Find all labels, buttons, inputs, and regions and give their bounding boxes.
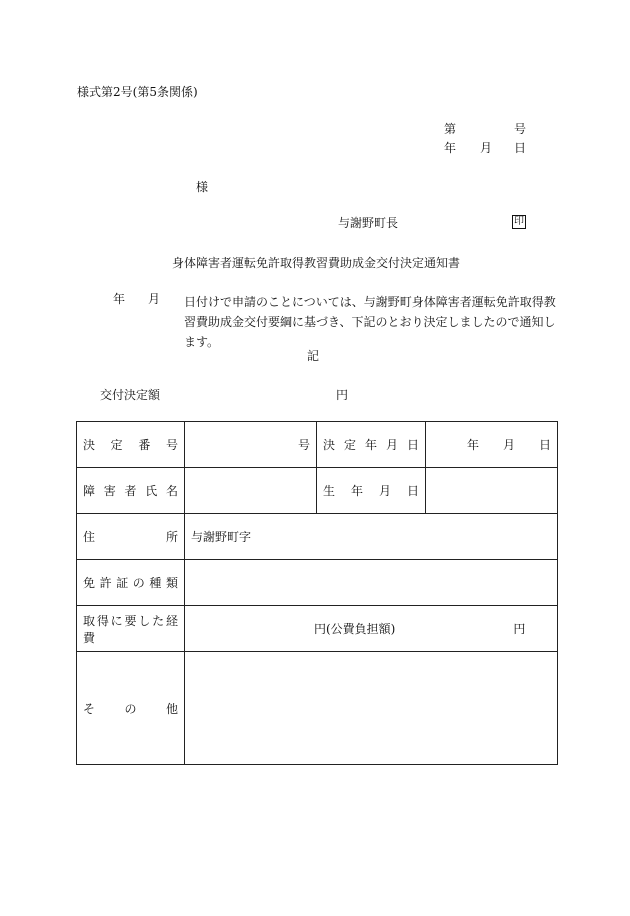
person-name-label: 障害者氏名 bbox=[77, 468, 185, 514]
document-title: 身体障害者運転免許取得教習費助成金交付決定通知書 bbox=[172, 256, 461, 270]
cost-field[interactable] bbox=[185, 606, 558, 652]
ki-marker: 記 bbox=[307, 349, 320, 363]
address-field[interactable]: 与謝野町字 bbox=[185, 514, 558, 560]
seal-stamp: 印 bbox=[514, 216, 524, 227]
body-text-line1: 日付けで申請のことについては、与謝野町身体障害者運転免許取得教習費助成金交付要綱に基づき、下記のとおり決定しましたので通知します。 bbox=[184, 295, 556, 349]
issue-date-day: 日 bbox=[514, 141, 527, 155]
decision-number-field[interactable]: 号 bbox=[185, 422, 317, 468]
other-label: その他 bbox=[77, 652, 185, 765]
body-date-year: 年 bbox=[113, 292, 126, 306]
cost-label: 取得に要した経費 bbox=[77, 606, 185, 652]
birth-date-field[interactable] bbox=[426, 468, 558, 514]
grant-amount-label: 交付決定額 bbox=[100, 388, 161, 402]
decision-table bbox=[76, 421, 558, 765]
license-type-label: 免許証の種類 bbox=[77, 560, 185, 606]
cost-unit: 円 bbox=[513, 622, 526, 636]
table-row-person bbox=[77, 468, 558, 514]
issue-date-month: 月 bbox=[480, 141, 493, 155]
birth-date-label: 生年月日 bbox=[317, 468, 426, 514]
table-row-license bbox=[77, 560, 558, 606]
issuer-name: 与謝野町長 bbox=[338, 216, 399, 230]
person-name-field[interactable] bbox=[185, 468, 317, 514]
decision-number-label: 決定番号 bbox=[77, 422, 185, 468]
table-row-decision bbox=[77, 422, 558, 468]
address-label: 住所 bbox=[77, 514, 185, 560]
issue-date-year: 年 bbox=[444, 141, 457, 155]
table-row-cost bbox=[77, 606, 558, 652]
cost-public-share: 円(公費負担額) bbox=[314, 622, 396, 636]
table-row-address bbox=[77, 514, 558, 560]
grant-amount-unit: 円 bbox=[336, 388, 349, 402]
decision-date-label: 決定年月日 bbox=[317, 422, 426, 468]
license-type-field[interactable] bbox=[185, 560, 558, 606]
recipient-honorific: 様 bbox=[196, 180, 209, 194]
form-number: 様式第2号(第5条関係) bbox=[77, 85, 198, 99]
doc-number-suffix: 号 bbox=[514, 122, 527, 136]
doc-number-prefix: 第 bbox=[444, 122, 457, 136]
body-date-month: 月 bbox=[148, 292, 161, 306]
table-row-other bbox=[77, 652, 558, 765]
other-field[interactable] bbox=[185, 652, 558, 765]
decision-date-field[interactable]: 年 月 日 bbox=[426, 422, 558, 468]
